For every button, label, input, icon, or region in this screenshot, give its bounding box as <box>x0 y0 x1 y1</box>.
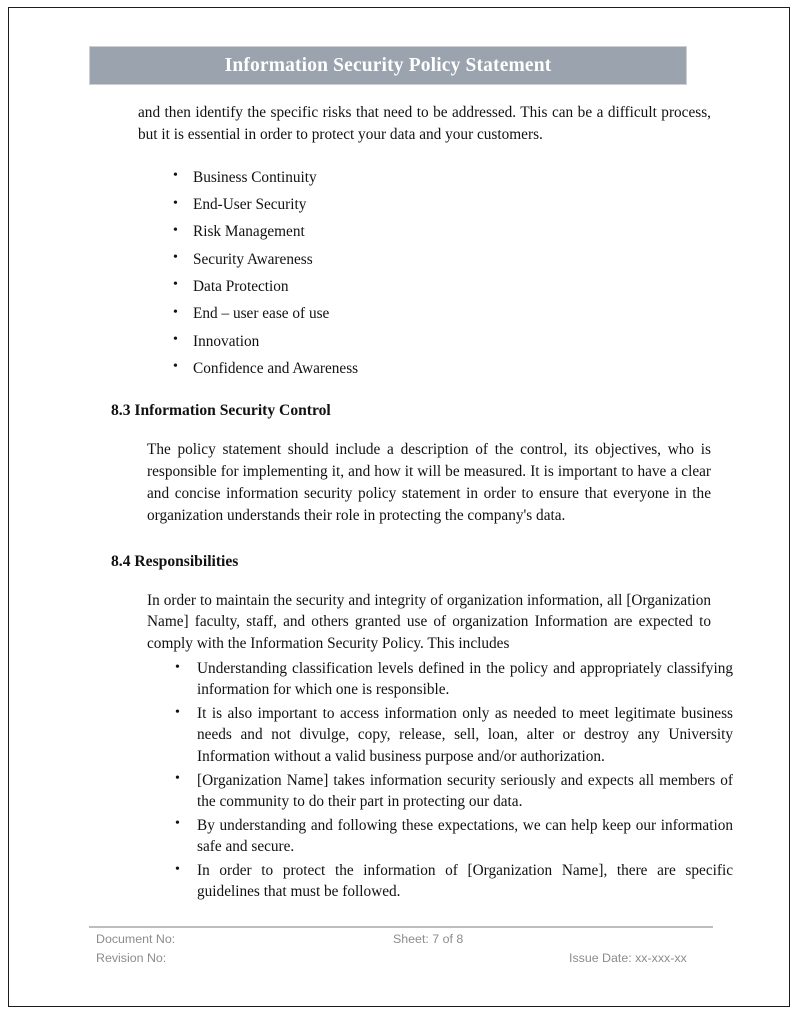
document-body <box>111 102 733 902</box>
list-item: • It is also important to access information only as needed to meet legitimate business needs and not divulge, copy, release, sell, loan, alter or destroy any University Information without a valid business purpose and/or authorization. <box>175 703 733 766</box>
list-item: • Understanding classification levels defined in the policy and appropriately classifying information for which one is responsible. <box>175 658 733 700</box>
document-title: Information Security Policy Statement <box>224 54 552 76</box>
responsibilities-list <box>175 658 733 902</box>
section-8-3-paragraph: The policy statement should include a description of the control, its objectives, who is responsible for implementing it, and how it will be measured. It is important to have a clear and concise information security policy statement in order to ensure that everyone in the organization understands their role in protecting the company's data. <box>147 441 711 524</box>
section-8-4-paragraph: In order to maintain the security and integrity of organization information, all [Organization Name] faculty, staff, and others granted use of organization Information are expected to comply with the Information Security Policy. This includes <box>147 591 711 653</box>
revision-no-label: Revision No: <box>96 951 167 965</box>
document-header-banner <box>89 46 687 85</box>
list-item: • In order to protect the information of [Organization Name], there are specific guidelines that must be followed. <box>175 860 733 902</box>
issue-date-label: Issue Date: xx-xxx-xx <box>569 951 687 965</box>
list-item: • Business Continuity <box>173 167 711 188</box>
document-footer <box>89 926 713 970</box>
list-item: • By understanding and following these expectations, we can help keep our information safe and secure. <box>175 815 733 857</box>
list-item: • Confidence and Awareness <box>173 358 711 379</box>
document-no-label: Document No: <box>96 932 176 946</box>
footer-row-top <box>89 932 713 951</box>
list-item: • End-User Security <box>173 194 711 215</box>
list-item: • Innovation <box>173 331 711 352</box>
section-heading-8-4: 8.4 Responsibilities <box>111 552 239 570</box>
list-item: • Data Protection <box>173 276 711 297</box>
footer-divider <box>89 926 713 928</box>
document-page <box>8 7 790 1007</box>
list-item: • Risk Management <box>173 221 711 242</box>
section-heading-8-3: 8.3 Information Security Control <box>111 402 331 420</box>
lead-paragraph: and then identify the specific risks that need to be addressed. This can be a difficult process, but it is essential in order to protect your data and your customers. <box>138 104 711 143</box>
footer-row-bottom <box>89 951 713 970</box>
focus-areas-list <box>173 167 711 379</box>
sheet-number-label: Sheet: 7 of 8 <box>393 932 464 946</box>
list-item: • [Organization Name] takes information security seriously and expects all members of the community to do their part in protecting our data. <box>175 770 733 812</box>
list-item: • Security Awareness <box>173 249 711 270</box>
list-item: • End – user ease of use <box>173 303 711 324</box>
